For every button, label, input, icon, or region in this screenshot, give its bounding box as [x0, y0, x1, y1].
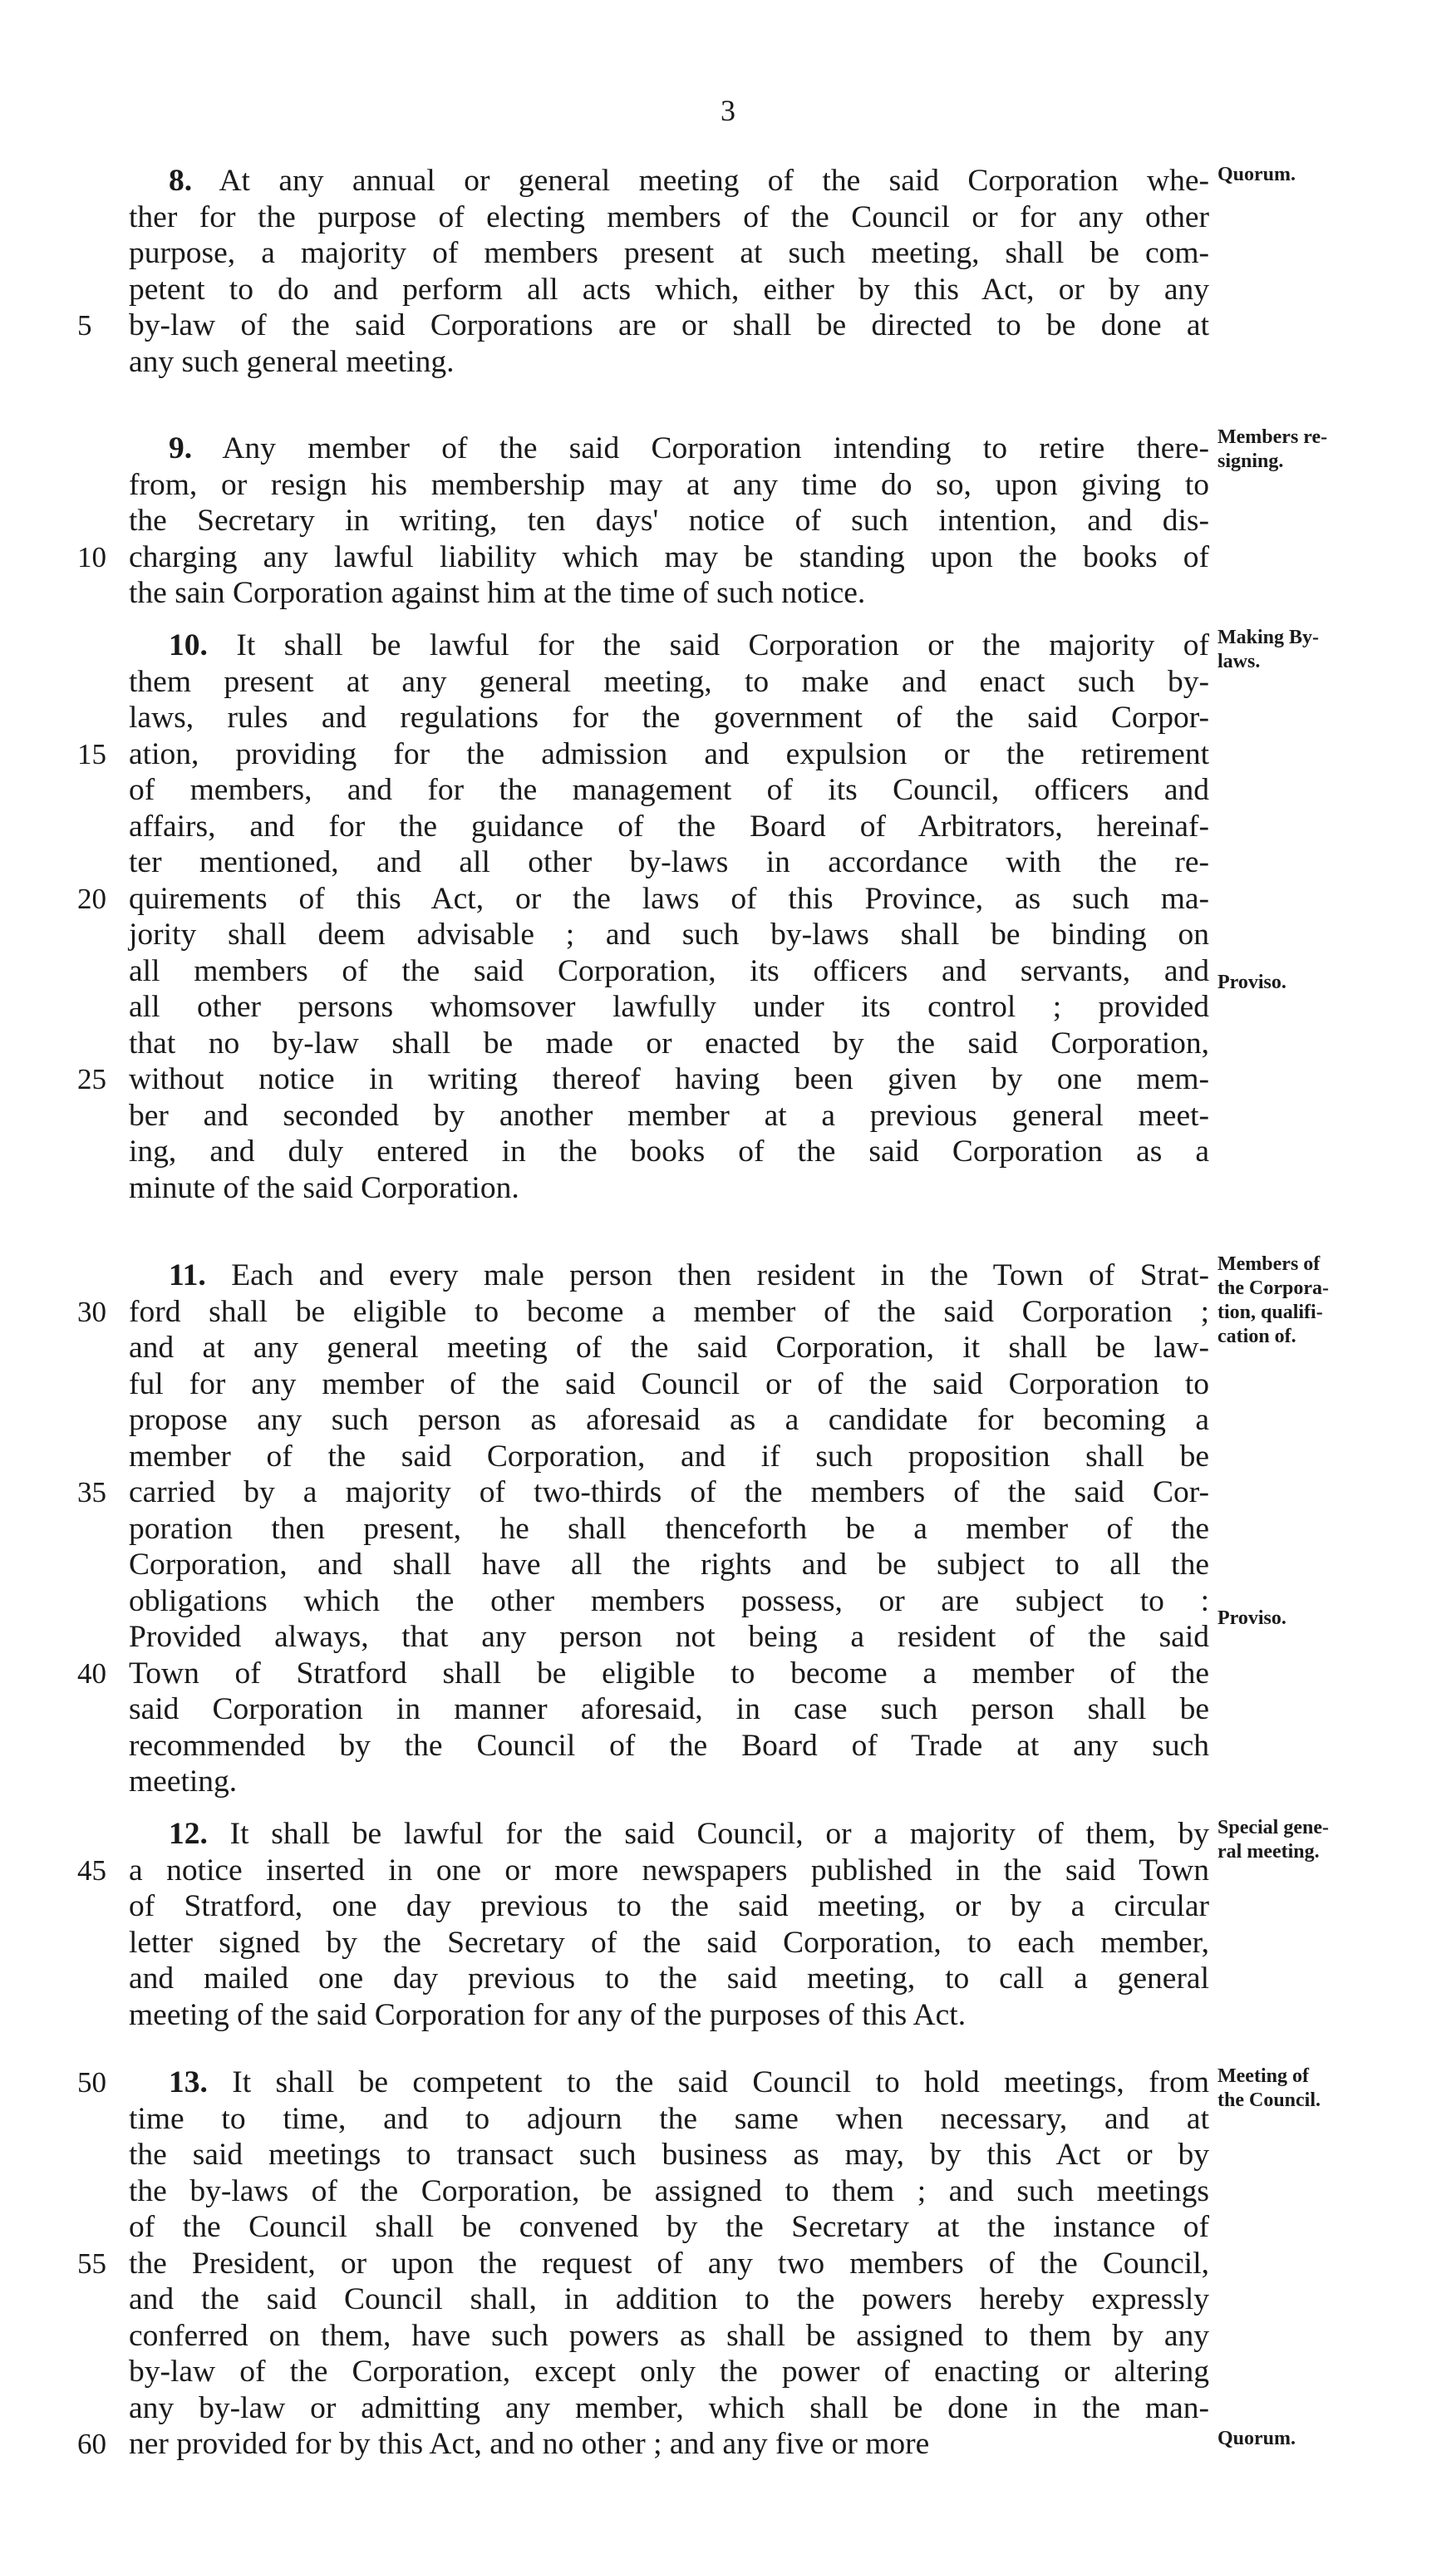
line-text: purpose, a majority of members present at such meeting, shall be com-: [129, 236, 1209, 270]
line-text: Provided always, that any person not being a resident of the said: [129, 1620, 1209, 1654]
line-text: charging any lawful liability which may be standing upon the books of: [129, 539, 1209, 574]
line-text: by-law of the Corporation, except only the power of enacting or altering: [129, 2355, 1209, 2389]
line-text: carried by a majority of two-thirds of the members of the said Cor-: [129, 1475, 1209, 1509]
margin-note: Proviso.: [1217, 1607, 1286, 1629]
section-number: 8.: [169, 164, 193, 198]
margin-note: Members re- signing.: [1217, 426, 1328, 472]
line-text: letter signed by the Secretary of the said Corporation, to each member,: [129, 1925, 1209, 1960]
line-text: the by-laws of the Corporation, be assigned to them ; and such meetings: [129, 2173, 1209, 2208]
text-line: [77, 1656, 1209, 1692]
text-line: [129, 199, 1209, 236]
line-text: ner provided for by this Act, and no other ; and any five or more: [129, 2427, 930, 2461]
line-text: It shall be competent to the said Council to hold meetings, from: [232, 2065, 1210, 2099]
line-text: Corporation, and shall have all the rights and be subject to all the: [129, 1548, 1209, 1582]
text-line: [129, 700, 1209, 736]
text-line: [129, 1330, 1209, 1366]
line-number: 35: [77, 1476, 106, 1508]
line-text: any such general meeting.: [129, 344, 455, 379]
text-line: [129, 1925, 1209, 1961]
line-text: laws, rules and regulations for the government of the said Corpor-: [129, 701, 1209, 735]
line-text: the sain Corporation against him at the time of such notice.: [129, 576, 866, 610]
section-number: 11.: [169, 1258, 206, 1292]
text-line: [129, 467, 1209, 504]
line-text: ford shall be eligible to become a member of the said Corporation ;: [129, 1294, 1209, 1329]
text-line: [77, 2065, 1210, 2101]
margin-note: Quorum.: [1217, 164, 1296, 185]
line-text: ation, providing for the admission and expulsion or the retirement: [129, 736, 1209, 771]
line-text: petent to do and perform all acts which, either by this Act, or by any: [129, 272, 1209, 307]
text-line: [129, 1511, 1209, 1548]
margin-note: Meeting of the Council.: [1217, 2065, 1321, 2111]
line-text: time to time, and to adjourn the same when necessary, and at: [129, 2101, 1209, 2136]
text-line: [77, 1061, 1209, 1098]
text-line: [77, 1294, 1209, 1331]
line-text: meeting of the said Corporation for any of the purposes of this Act.: [129, 1997, 967, 2032]
line-text: from, or resign his membership may at any time do so, upon giving to: [129, 467, 1209, 502]
line-text: any by-law or admitting any member, which shall be done in the man-: [129, 2390, 1209, 2425]
line-text: poration then present, he shall thenceforth be a member of the: [129, 1511, 1209, 1546]
line-text: ter mentioned, and all other by-laws in accordance with the re-: [129, 845, 1209, 879]
page-number: 3: [721, 94, 735, 127]
line-number: 40: [77, 1656, 106, 1690]
line-text: quirements of this Act, or the laws of this Province, as such ma-: [129, 881, 1209, 916]
text-line: [129, 1402, 1209, 1439]
text-line: [77, 881, 1209, 918]
text-line: [129, 664, 1209, 701]
text-line: [129, 1691, 1209, 1728]
text-line: [129, 2101, 1209, 2138]
line-text: It shall be lawful for the said Corporation or the majority of: [236, 628, 1210, 662]
line-text: and at any general meeting of the said Corporation, it shall be law-: [129, 1331, 1209, 1365]
margin-note: Special gene- ral meeting.: [1217, 1817, 1329, 1863]
section-13: [77, 2065, 1210, 2463]
text-line: [129, 1997, 1209, 2034]
text-line: [129, 344, 1209, 381]
line-text: of Stratford, one day previous to the said meeting, or by a circular: [129, 1889, 1209, 1923]
section-10: [77, 628, 1210, 1206]
line-text: recommended by the Council of the Board of Trade at any such: [129, 1728, 1209, 1763]
text-line: [129, 1026, 1209, 1062]
line-text: propose any such person as aforesaid as a candidate for becoming a: [129, 1403, 1209, 1437]
line-text: ther for the purpose of electing members of the Council or for any other: [129, 199, 1209, 234]
line-text: of members, and for the management of its Council, officers and: [129, 773, 1209, 807]
margin-note: Proviso.: [1217, 972, 1286, 993]
text-line: [129, 917, 1209, 953]
line-text: jority shall deem advisable ; and such by-laws shall be binding on: [129, 918, 1209, 952]
text-line: [129, 772, 1209, 809]
line-number: 15: [77, 737, 106, 770]
section-number: 10.: [169, 628, 208, 662]
text-line: [129, 1547, 1209, 1583]
line-text: them present at any general meeting, to make and enact such by-: [129, 664, 1209, 699]
margin-note: Making By- laws.: [1217, 627, 1320, 672]
line-text: Any member of the said Corporation intending to retire there-: [222, 431, 1209, 465]
line-text: obligations which the other members possess, or are subject to :: [129, 1583, 1209, 1618]
text-line: [129, 989, 1209, 1026]
section-12: [77, 1816, 1210, 2033]
line-text: At any annual or general meeting of the said Corporation whe-: [219, 164, 1209, 198]
text-line: [129, 1619, 1209, 1656]
line-text: minute of the said Corporation.: [129, 1170, 519, 1205]
line-text: ing, and duly entered in the books of the said Corporation as a: [129, 1134, 1209, 1169]
text-line: [129, 1098, 1209, 1134]
line-number: 5: [77, 309, 92, 342]
section-8: [77, 163, 1209, 380]
line-number: 10: [77, 540, 106, 573]
text-line: [129, 628, 1209, 664]
text-line: [129, 953, 1209, 990]
line-text: conferred on them, have such powers as shall be assigned to them by any: [129, 2318, 1209, 2353]
text-line: [129, 1728, 1209, 1764]
section-number: 13.: [169, 2065, 208, 2099]
text-line: [129, 1764, 1209, 1800]
line-number: 50: [77, 2066, 106, 2099]
text-line: [77, 1474, 1209, 1511]
line-text: Town of Stratford shall be eligible to become a member of the: [129, 1656, 1209, 1691]
line-text: affairs, and for the guidance of the Board of Arbitrators, hereinaf-: [129, 809, 1209, 844]
line-text: by-law of the said Corporations are or shall be directed to be done at: [129, 308, 1209, 342]
line-text: and the said Council shall, in addition to the powers hereby expressly: [129, 2282, 1209, 2316]
line-text: that no by-law shall be made or enacted by the said Corporation,: [129, 1026, 1209, 1061]
text-line: [77, 308, 1209, 344]
line-text: a notice inserted in one or more newspapers published in the said Town: [129, 1853, 1209, 1887]
margin-note: Quorum.: [1217, 2428, 1296, 2449]
section-11: [77, 1257, 1210, 1800]
text-line: [129, 575, 1209, 612]
line-text: all members of the said Corporation, its officers and servants, and: [129, 953, 1209, 988]
line-text: without notice in writing thereof having been given by one mem-: [129, 1062, 1209, 1096]
line-number: 20: [77, 882, 106, 915]
text-line: [129, 1366, 1209, 1403]
text-line: [77, 539, 1209, 576]
text-line: [77, 2246, 1209, 2282]
line-text: and mailed one day previous to the said meeting, to call a general: [129, 1961, 1209, 1996]
line-text: Each and every male person then resident in the Town of Strat-: [231, 1258, 1210, 1292]
line-text: the President, or upon the request of any two members of the Council,: [129, 2246, 1209, 2281]
margin-note: Members of the Corpora- tion, qualifi- cation of.: [1217, 1253, 1329, 1347]
line-text: the Secretary in writing, ten days' notice of such intention, and dis-: [129, 504, 1209, 538]
text-line: [129, 2390, 1209, 2427]
text-line: [129, 1257, 1209, 1294]
text-line: [129, 1888, 1209, 1925]
text-line: [129, 1816, 1209, 1853]
text-line: [129, 2281, 1209, 2318]
text-line: [129, 2354, 1209, 2390]
text-line: [129, 272, 1209, 308]
line-text: all other persons whomsover lawfully under its control ; provided: [129, 990, 1209, 1024]
text-line: [129, 1439, 1209, 1475]
text-line: [129, 163, 1209, 199]
text-line: [129, 2209, 1209, 2246]
text-line: [129, 1134, 1209, 1170]
text-line: [129, 1170, 1209, 1207]
text-line: [129, 1583, 1209, 1620]
line-text: of the Council shall be convened by the Secretary at the instance of: [129, 2210, 1209, 2244]
text-line: [77, 736, 1209, 773]
text-line: [77, 1853, 1209, 1889]
line-text: It shall be lawful for the said Council, or a majority of them, by: [229, 1817, 1210, 1851]
line-number: 55: [77, 2247, 106, 2280]
text-line: [129, 2137, 1209, 2173]
text-line: [129, 1961, 1209, 1997]
text-line: [129, 431, 1209, 467]
line-text: the said meetings to transact such business as may, by this Act or by: [129, 2138, 1209, 2172]
text-line: [129, 844, 1209, 881]
text-line: [77, 2426, 1209, 2463]
text-line: [129, 235, 1209, 272]
line-text: member of the said Corporation, and if such proposition shall be: [129, 1439, 1209, 1474]
text-line: [129, 503, 1209, 539]
text-line: [129, 809, 1209, 845]
line-text: said Corporation in manner aforesaid, in case such person shall be: [129, 1692, 1209, 1726]
line-text: ful for any member of the said Council or of the said Corporation to: [129, 1366, 1209, 1401]
line-number: 60: [77, 2428, 106, 2460]
text-line: [129, 2173, 1209, 2210]
line-text: meeting.: [129, 1764, 238, 1799]
section-9: [77, 431, 1209, 612]
line-text: ber and seconded by another member at a previous general meet-: [129, 1098, 1209, 1133]
line-number: 45: [77, 1853, 106, 1887]
line-number: 30: [77, 1295, 106, 1328]
section-number: 12.: [169, 1817, 208, 1851]
text-line: [129, 2318, 1209, 2355]
section-number: 9.: [169, 431, 193, 465]
line-number: 25: [77, 1063, 106, 1095]
